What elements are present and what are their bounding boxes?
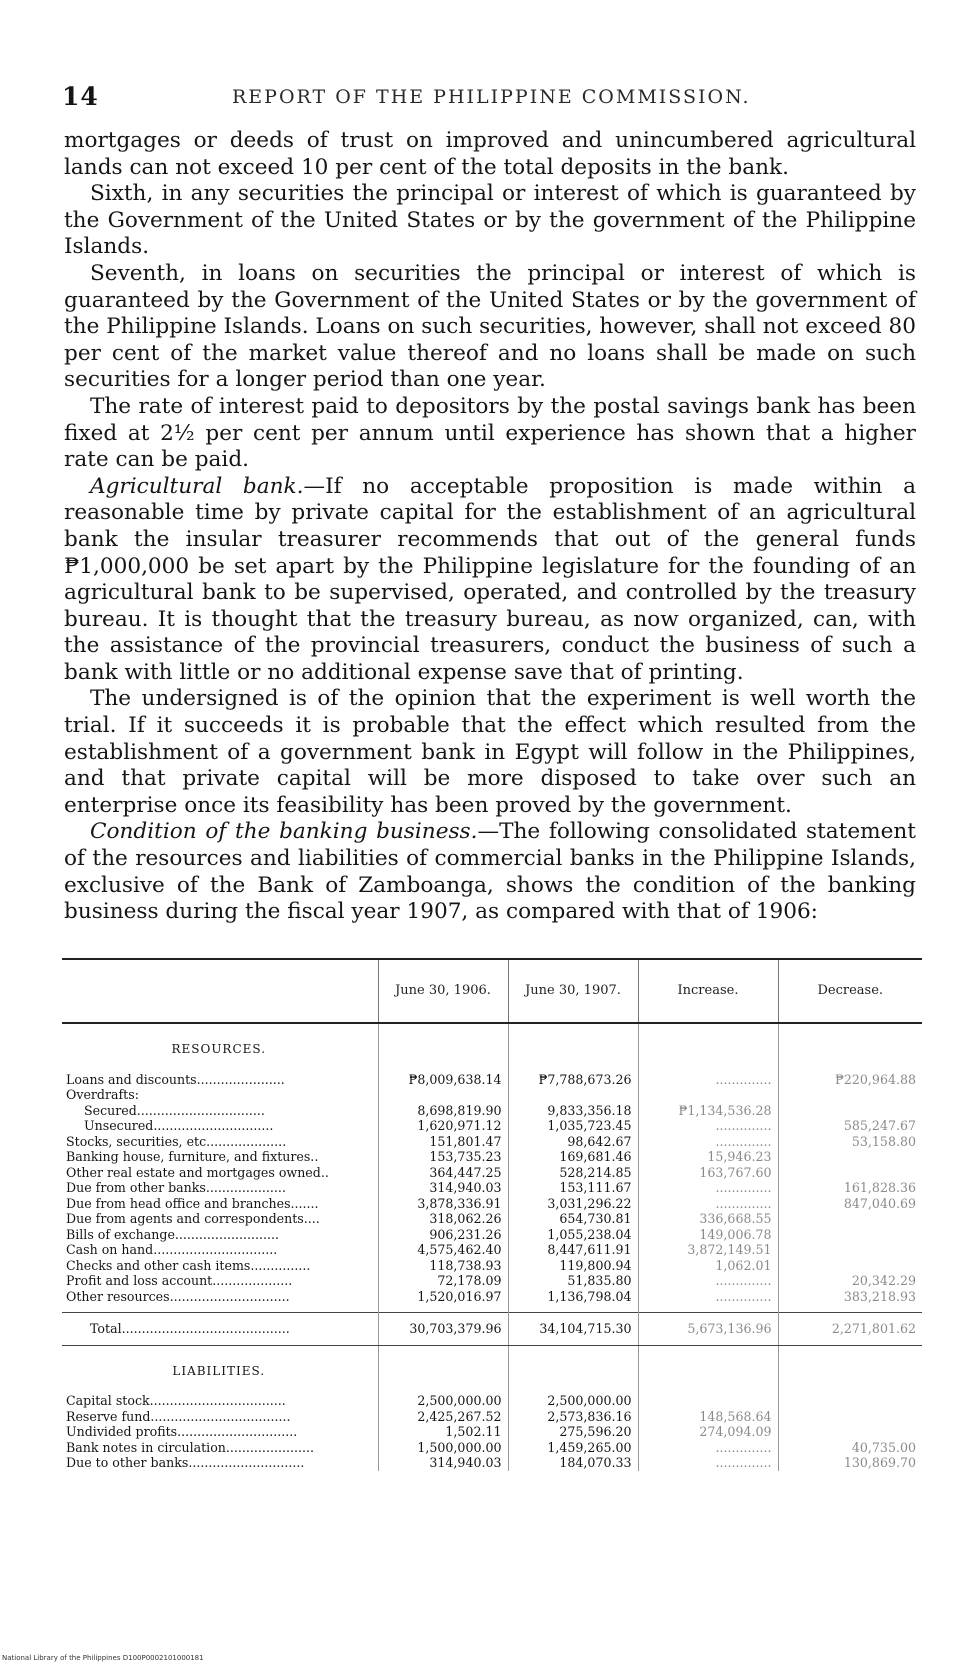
value-1907: 654,730.81 <box>508 1211 638 1227</box>
row-label: Undivided profits.............................. <box>66 1424 298 1439</box>
value-increase <box>638 1087 778 1103</box>
value-increase: .............. <box>638 1180 778 1196</box>
value-1907: 169,681.46 <box>508 1149 638 1165</box>
row-label: Stocks, securities, etc.................... <box>66 1133 287 1149</box>
value-increase: .............. <box>638 1273 778 1289</box>
value-decrease <box>778 1409 922 1425</box>
value-1906: 3,878,336.91 <box>378 1196 508 1212</box>
banking-condition-heading: Condition of the banking business. <box>90 819 478 845</box>
statement-table <box>62 958 922 1471</box>
table-row <box>62 1227 922 1243</box>
table-row <box>62 1072 922 1088</box>
page-number: 14 <box>62 82 99 111</box>
value-1906: 364,447.25 <box>378 1165 508 1181</box>
table-row <box>62 1424 922 1440</box>
value-1907: 2,500,000.00 <box>508 1393 638 1409</box>
value-decrease <box>778 1211 922 1227</box>
value-1906: 2,500,000.00 <box>378 1393 508 1409</box>
value-decrease <box>778 1103 922 1119</box>
value-1907: 98,642.67 <box>508 1134 638 1150</box>
value-increase: .............. <box>638 1455 778 1471</box>
page-header <box>62 82 922 112</box>
value-1906: 1,502.11 <box>378 1424 508 1440</box>
table-row <box>62 1196 922 1212</box>
paragraph-opinion: The undersigned is of the opinion that the experiment is well worth the trial. If it succeeds it is probable that the effect which resulted from the establishment of a government bank in Egypt will follow in the Philippines, and that private capital will be more disposed to take over such an enterprise once its feasibility has been proved by the government. <box>64 686 916 818</box>
paragraph-banking-condition <box>64 819 916 925</box>
value-decrease <box>778 1424 922 1440</box>
value-1906: 314,940.03 <box>378 1455 508 1471</box>
table-row <box>62 1273 922 1289</box>
value-1907: 9,833,356.18 <box>508 1103 638 1119</box>
value-decrease: 130,869.70 <box>778 1455 922 1471</box>
value-increase: 274,094.09 <box>638 1424 778 1440</box>
value-1907: 1,055,238.04 <box>508 1227 638 1243</box>
header-june-1907: June 30, 1907. <box>508 959 638 1023</box>
value-increase: 148,568.64 <box>638 1409 778 1425</box>
value-increase: 15,946.23 <box>638 1149 778 1165</box>
value-increase: 149,006.78 <box>638 1227 778 1243</box>
resources-heading-row <box>62 1023 922 1072</box>
table-row <box>62 1393 922 1409</box>
value-1906: 906,231.26 <box>378 1227 508 1243</box>
table-row <box>62 1134 922 1150</box>
value-1906: 1,520,016.97 <box>378 1289 508 1305</box>
value-1906: 1,500,000.00 <box>378 1440 508 1456</box>
paragraph-seventh: Seventh, in loans on securities the principal or interest of which is guaranteed by the Government of the United States or by the government of the Philippine Islands. Loans on such securities, however, shall not exceed 80 per cent of the market value thereof and no loans shall be made on such securities for a longer period than one year. <box>64 260 916 393</box>
paragraph-sixth: Sixth, in any securities the principal or interest of which is guaranteed by the Government of the United States or by the government of the Philippine Islands. <box>64 181 916 260</box>
table-header-row <box>62 959 922 1023</box>
value-decrease: 2,271,801.62 <box>778 1313 922 1346</box>
value-1907: 528,214.85 <box>508 1165 638 1181</box>
value-increase: ₱1,134,536.28 <box>638 1103 778 1119</box>
value-1907: 8,447,611.91 <box>508 1242 638 1258</box>
table-row <box>62 1258 922 1274</box>
value-1906: ₱8,009,638.14 <box>378 1072 508 1088</box>
value-1907: 1,459,265.00 <box>508 1440 638 1456</box>
table-row <box>62 1409 922 1425</box>
value-1907: 119,800.94 <box>508 1258 638 1274</box>
value-decrease <box>778 1258 922 1274</box>
value-increase: .............. <box>638 1196 778 1212</box>
row-label: Checks and other cash items............... <box>66 1257 311 1273</box>
value-decrease: ₱220,964.88 <box>778 1072 922 1088</box>
value-1907: 153,111.67 <box>508 1180 638 1196</box>
value-1907: 184,070.33 <box>508 1455 638 1471</box>
value-1907: 2,573,836.16 <box>508 1409 638 1425</box>
value-1906: 30,703,379.96 <box>378 1313 508 1346</box>
row-label: Profit and loss account.................... <box>66 1273 293 1288</box>
value-1906: 8,698,819.90 <box>378 1103 508 1119</box>
value-decrease: 161,828.36 <box>778 1180 922 1196</box>
paragraph-continued: mortgages or deeds of trust on improved and unincumbered agricultural lands can not exceed 10 per cent of the total deposits in the bank. <box>64 128 916 180</box>
table-row <box>62 1211 922 1227</box>
table-row <box>62 1455 922 1471</box>
banking-statement-table <box>62 958 922 1471</box>
row-label: Due from agents and correspondents.... <box>66 1211 320 1226</box>
value-decrease: 53,158.80 <box>778 1134 922 1150</box>
table-row <box>62 1242 922 1258</box>
value-decrease: 40,735.00 <box>778 1440 922 1456</box>
row-label: Unsecured.............................. <box>84 1118 274 1133</box>
spacer-row <box>62 1304 922 1313</box>
running-head: REPORT OF THE PHILIPPINE COMMISSION. <box>232 86 751 108</box>
table-row <box>62 1149 922 1165</box>
value-1906: 318,062.26 <box>378 1211 508 1227</box>
row-label: Banking house, furniture, and fixtures.. <box>66 1149 319 1164</box>
value-decrease <box>778 1149 922 1165</box>
row-label: Total.......................................... <box>62 1313 378 1346</box>
liabilities-heading: LIABILITIES. <box>172 1363 266 1378</box>
total-row <box>62 1313 922 1346</box>
value-1907: ₱7,788,673.26 <box>508 1072 638 1088</box>
value-decrease: 847,040.69 <box>778 1196 922 1212</box>
value-decrease <box>778 1165 922 1181</box>
resources-heading: RESOURCES. <box>171 1042 267 1056</box>
paragraph-interest-rate: The rate of interest paid to depositors by the postal savings bank has been fixed at 2½ per cent per annum until experience has shown that a higher rate can be paid. <box>64 393 916 473</box>
value-decrease <box>778 1227 922 1243</box>
value-1906: 314,940.03 <box>378 1180 508 1196</box>
value-decrease <box>778 1242 922 1258</box>
row-label: Capital stock.................................. <box>66 1393 286 1408</box>
value-increase: 1,062.01 <box>638 1258 778 1274</box>
value-1907: 34,104,715.30 <box>508 1313 638 1346</box>
row-label: Cash on hand............................... <box>66 1242 278 1257</box>
row-label: Overdrafts: <box>66 1087 139 1102</box>
value-1906: 118,738.93 <box>378 1258 508 1274</box>
value-increase: 5,673,136.96 <box>638 1313 778 1346</box>
header-increase: Increase. <box>638 959 778 1023</box>
value-increase: 3,872,149.51 <box>638 1242 778 1258</box>
value-increase: 336,668.55 <box>638 1211 778 1227</box>
value-decrease <box>778 1393 922 1409</box>
value-increase <box>638 1393 778 1409</box>
banking-condition-text: —The following consolidated statement of the resources and liabilities of commercial banks in the Philippine Islands, exclusive of the Bank of Zamboanga, shows the condition of the banking business during the fiscal year 1907, as compared with that of 1906: <box>64 819 916 925</box>
paragraph-agricultural-bank <box>64 474 916 687</box>
value-increase: .............. <box>638 1440 778 1456</box>
table-row <box>62 1118 922 1134</box>
value-1906: 151,801.47 <box>378 1134 508 1150</box>
value-1906 <box>378 1087 508 1103</box>
value-1906: 1,620,971.12 <box>378 1118 508 1134</box>
value-1906: 153,735.23 <box>378 1149 508 1165</box>
value-1907: 1,035,723.45 <box>508 1118 638 1134</box>
row-label: Due from head office and branches....... <box>66 1195 319 1211</box>
value-decrease: 383,218.93 <box>778 1289 922 1305</box>
row-label: Other resources.............................. <box>66 1288 290 1304</box>
value-1906: 2,425,267.52 <box>378 1409 508 1425</box>
row-label: Secured................................ <box>84 1102 265 1118</box>
row-label: Due to other banks............................. <box>66 1455 305 1470</box>
agricultural-bank-text: —If no acceptable proposition is made within a reasonable time by private capital for the establishment of an agricultural bank the insular treasurer recommends that out of the general funds ₱1,000,000 be set apart by the Philippine legislature for the founding of an agricultural bank to be supervised, operated, and controlled by the treasury bureau. It is thought that the treasury bureau, as now organized, can, with the assistance of the provincial treasurers, conduct the business of such a bank with little or no additional expense save that of printing. <box>64 473 916 685</box>
value-decrease: 585,247.67 <box>778 1118 922 1134</box>
value-increase: .............. <box>638 1072 778 1088</box>
header-blank <box>62 959 378 1023</box>
row-label: Bank notes in circulation...................... <box>66 1439 314 1455</box>
agricultural-bank-heading: Agricultural bank. <box>90 473 304 499</box>
table-row <box>62 1289 922 1305</box>
value-increase: 163,767.60 <box>638 1165 778 1181</box>
row-label: Bills of exchange.......................... <box>66 1226 279 1242</box>
row-label: Reserve fund................................... <box>66 1408 291 1424</box>
liabilities-heading-row <box>62 1345 922 1393</box>
value-increase: .............. <box>638 1289 778 1305</box>
body-text <box>64 128 916 926</box>
row-label: Loans and discounts...................... <box>66 1071 285 1087</box>
row-label: Other real estate and mortgages owned.. <box>66 1164 329 1180</box>
value-decrease <box>778 1087 922 1103</box>
header-june-1906: June 30, 1906. <box>378 959 508 1023</box>
header-decrease: Decrease. <box>778 959 922 1023</box>
value-1907: 275,596.20 <box>508 1424 638 1440</box>
value-1907: 1,136,798.04 <box>508 1289 638 1305</box>
value-increase: .............. <box>638 1118 778 1134</box>
table-row <box>62 1180 922 1196</box>
value-1906: 4,575,462.40 <box>378 1242 508 1258</box>
value-1907 <box>508 1087 638 1103</box>
table-row <box>62 1440 922 1456</box>
value-1907: 51,835.80 <box>508 1273 638 1289</box>
table-row <box>62 1103 922 1119</box>
value-increase: .............. <box>638 1134 778 1150</box>
row-label: Due from other banks.................... <box>66 1180 286 1195</box>
value-1906: 72,178.09 <box>378 1273 508 1289</box>
value-decrease: 20,342.29 <box>778 1273 922 1289</box>
table-row <box>62 1165 922 1181</box>
table-row <box>62 1087 922 1103</box>
scan-footer: National Library of the Philippines D100P0002101000181 <box>2 1654 204 1662</box>
value-1907: 3,031,296.22 <box>508 1196 638 1212</box>
table-body <box>62 1023 922 1471</box>
